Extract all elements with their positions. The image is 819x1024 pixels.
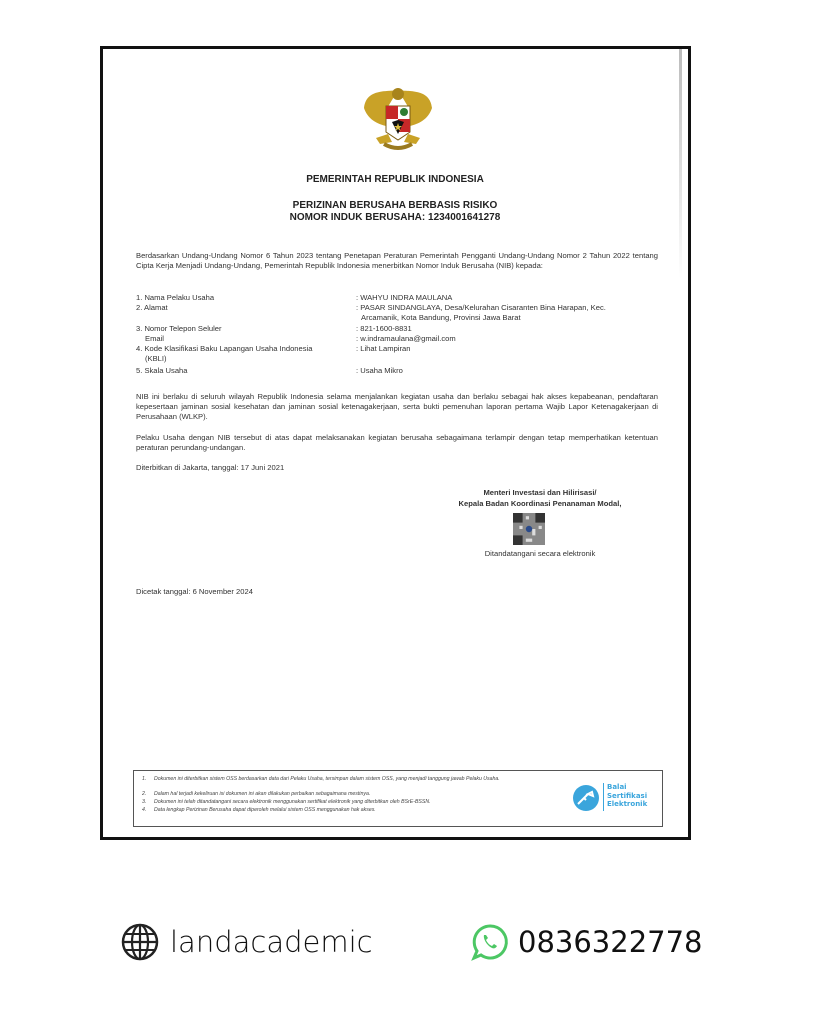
field-value: Arcamanik, Kota Bandung, Provinsi Jawa Barat [361, 313, 521, 322]
qr-code-icon [512, 513, 546, 545]
bse-text: Balai Sertifikasi Elektronik [607, 783, 648, 808]
signed-note: Ditandatangani secara elektronik [484, 549, 596, 558]
field-label: 2. Alamat [136, 303, 168, 312]
document-header: PEMERINTAH REPUBLIK INDONESIA [306, 174, 484, 185]
garuda-emblem-icon [358, 80, 438, 160]
bse-logo [572, 783, 662, 813]
field-label: (KBLI) [145, 354, 167, 363]
obligation-paragraph: Pelaku Usaha dengan NIB tersebut di atas dapat melaksanakan kegiatan berusaha sebagaimana terlampir dengan tetap memperhatikan ketentuan peraturan perundang-undangan. [136, 433, 658, 452]
field-value: : PASAR SINDANGLAYA, Desa/Kelurahan Cisaranten Bina Harapan, Kec. [356, 303, 606, 312]
bse-divider [603, 783, 604, 811]
bse-key-icon [572, 784, 600, 812]
document-subtitle: PERIZINAN BERUSAHA BERBASIS RISIKO [292, 200, 498, 211]
field-label: Email [145, 334, 164, 343]
footnote-box: 1. Dokumen ini diterbitkan sistem OSS berdasarkan data dari Pelaku Usaha, tersimpan dalam sistem OSS, yang menjadi tanggung jawab Pelaku Usaha. 2. Dalam hal terjadi kekeliruan isi dokumen ini akan dilakukan perbaikan sebagaimana mestinya. 3. Dokumen ini telah ditandatangani secara elektronik menggunakan sertifikat elektronik yang diterbitkan oleh BSrE-BSSN. 4. Data lengkap Perizinan Berusaha dapat diperoleh melalui sistem OSS menggunakan hak akses. Balai Sertifikasi Elektronik [133, 770, 663, 827]
field-value: : w.indramaulana@gmail.com [356, 334, 456, 343]
field-value: : 821-1600-8831 [356, 324, 412, 333]
globe-icon [120, 922, 160, 962]
signer-title-2: Kepala Badan Koordinasi Penanaman Modal, [458, 499, 622, 508]
printed-date: Dicetak tanggal: 6 November 2024 [136, 587, 253, 596]
scrollbar[interactable] [679, 49, 682, 279]
whatsapp-icon [470, 922, 510, 962]
field-label: 5. Skala Usaha [136, 366, 188, 375]
field-value: : Usaha Mikro [356, 366, 403, 375]
field-value: : Lihat Lampiran [356, 344, 411, 353]
intro-paragraph: Berdasarkan Undang-Undang Nomor 6 Tahun 2023 tentang Penetapan Peraturan Pemerintah Pengganti Undang-Undang Nomor 2 Tahun 2022 tentang Cipta Kerja Menjadi Undang-Undang, Pemerintah Republik Indonesia menerbitkan Nomor Induk Berusaha (NIB) kepada: [136, 251, 658, 270]
signer-title: Menteri Investasi dan Hilirisasi/ [483, 488, 597, 497]
field-value: : WAHYU INDRA MAULANA [356, 293, 453, 302]
field-label: 3. Nomor Telepon Seluler [136, 324, 222, 333]
phone-text: 0836322778 [518, 925, 703, 959]
field-label: 1. Nama Pelaku Usaha [136, 293, 215, 302]
nib-number: NOMOR INDUK BERUSAHA: 1234001641278 [289, 212, 501, 223]
website-contact[interactable] [120, 922, 373, 962]
validity-paragraph: NIB ini berlaku di seluruh wilayah Republik Indonesia selama menjalankan kegiatan usaha dan berlaku sebagai hak akses kepabeanan, pendaftaran kepesertaan jaminan sosial kesehatan dan jaminan sosial ketenagakerjaan, serta bukti pemenuhan laporan pertama Wajib Lapor Ketenagakerjaan di Perusahaan (WLKP). [136, 392, 658, 421]
issued-date: Diterbitkan di Jakarta, tanggal: 17 Juni 2021 [136, 463, 285, 472]
field-label: 4. Kode Klasifikasi Baku Lapangan Usaha Indonesia [136, 344, 313, 353]
website-text: landacademic [170, 925, 373, 959]
whatsapp-contact[interactable] [470, 922, 703, 962]
